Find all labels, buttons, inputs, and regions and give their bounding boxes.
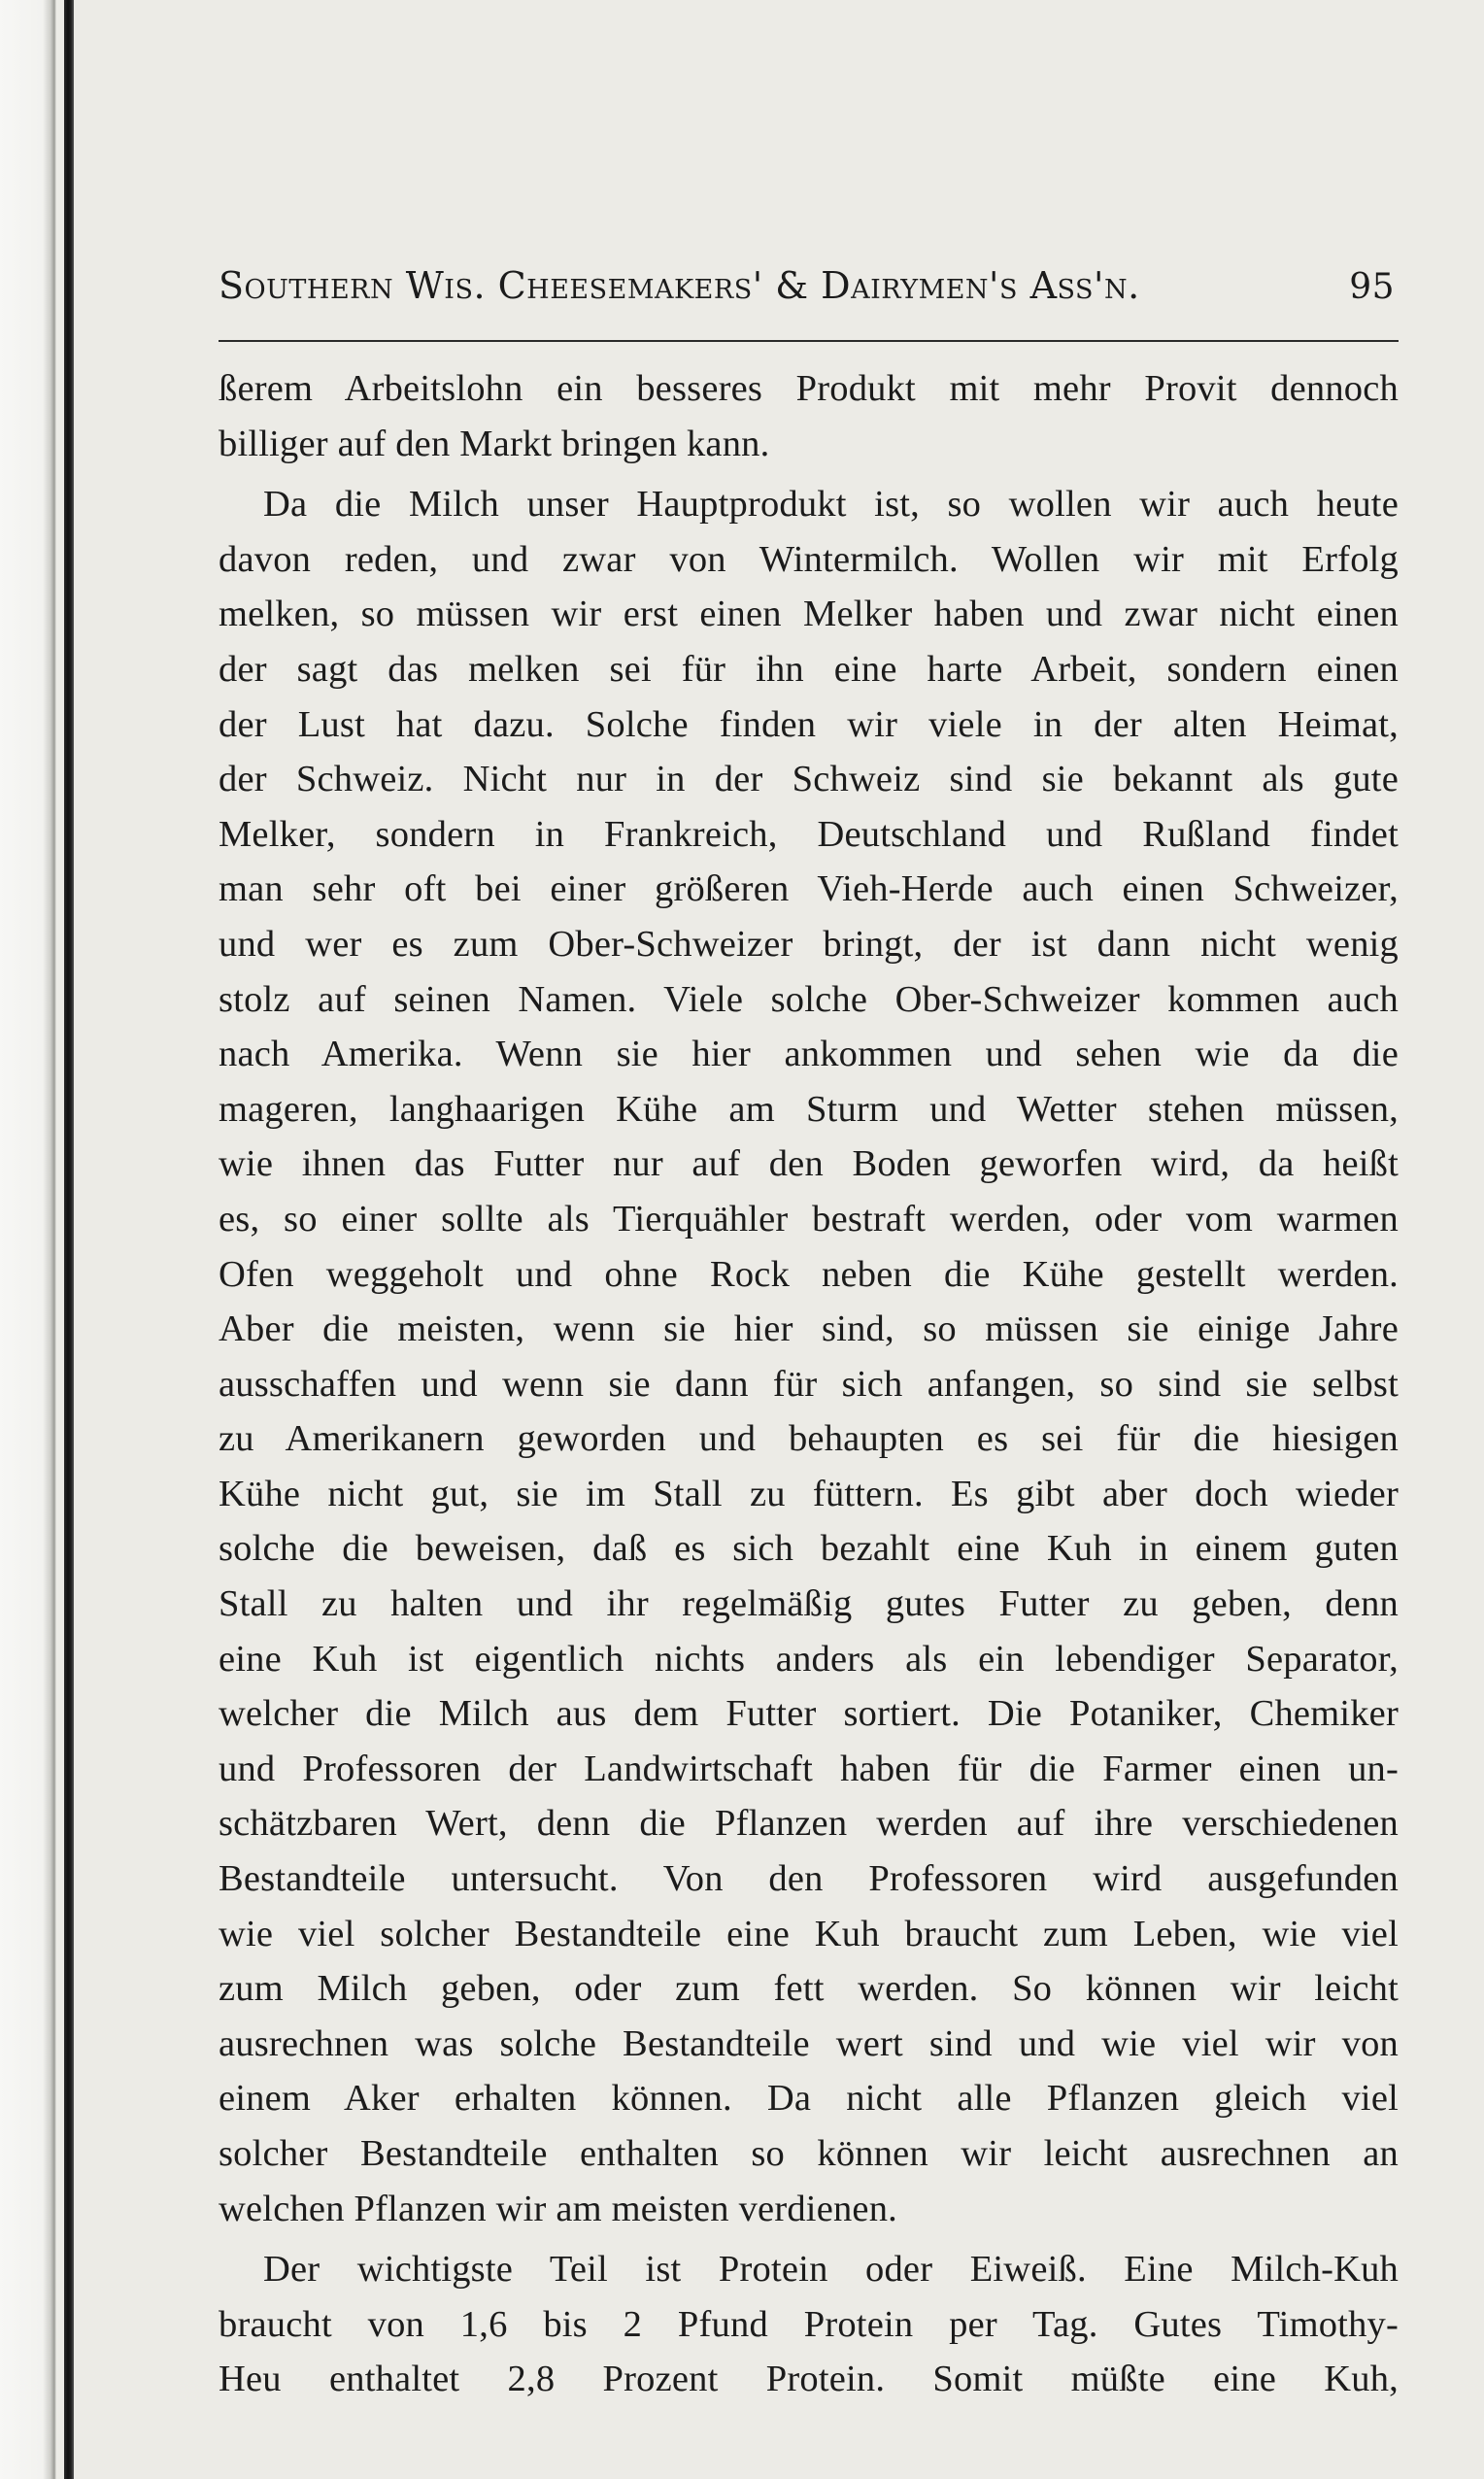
body-text [219,361,1399,2407]
text-line: welchen Pflanzen wir am meisten verdienen. [219,2188,897,2229]
text-line: einem Aker erhalten können. Da nicht alle Pflanzen gleich viel [219,2078,1399,2120]
book-page [219,264,1399,2407]
text-line: und wer es zum Ober-Schweizer bringt, der ist dann nicht wenig [219,923,1399,965]
gutter-shadow-line [64,0,74,2479]
text-line: davon reden, und zwar von Wintermilch. Wollen wir mit Erfolg [219,538,1399,580]
text-line: solche die beweisen, daß es sich bezahlt eine Kuh in einem guten [219,1528,1399,1570]
text-line: Aber die meisten, wenn sie hier sind, so müssen sie einige Jahre [219,1308,1399,1350]
text-line: billiger auf den Markt bringen kann. [219,423,770,464]
text-line: Melker, sondern in Frankreich, Deutschland und Rußland findet [219,813,1399,855]
text-line: Stall zu halten und ihr regelmäßig gutes Futter zu geben, denn [219,1583,1399,1625]
text-line: es, so einer sollte als Tierquähler bestraft werden, oder vom warmen [219,1198,1399,1240]
text-line: melken, so müssen wir erst einen Melker haben und zwar nicht einen [219,594,1399,635]
text-line: Bestandteile untersucht. Von den Professoren wird ausgefunden [219,1858,1399,1900]
text-line: man sehr oft bei einer größeren Vieh-Herde auch einen Schweizer, [219,868,1399,910]
text-line: wie viel solcher Bestandteile eine Kuh braucht zum Leben, wie viel [219,1913,1399,1954]
text-line: Heu enthaltet 2,8 Prozent Protein. Somit müßte eine Kuh, [219,2359,1399,2400]
text-line: und Professoren der Landwirtschaft haben für die Farmer einen un- [219,1748,1399,1789]
text-line: zu Amerikanern geworden und behaupten es sei für die hiesigen [219,1418,1399,1460]
text-line: der Lust hat dazu. Solche finden wir viele in der alten Heimat, [219,703,1399,745]
text-line: der Schweiz. Nicht nur in der Schweiz sind sie bekannt als gute [219,759,1399,800]
text-line: ausschaffen und wenn sie dann für sich anfangen, so sind sie selbst [219,1363,1399,1405]
running-title: Southern Wis. Cheesemakers' & Dairymen's Ass'n. [219,264,1140,307]
text-line: schätzbaren Wert, denn die Pflanzen werden auf ihre verschiedenen [219,1803,1399,1845]
text-line: eine Kuh ist eigentlich nichts anders als ein lebendiger Separator, [219,1638,1399,1680]
text-line: Kühe nicht gut, sie im Stall zu füttern. Es gibt aber doch wieder [219,1473,1399,1514]
paragraph-1 [219,361,1399,471]
text-line: ßerem Arbeitslohn ein besseres Produkt mit mehr Provit dennoch [219,368,1399,409]
text-line: nach Amerika. Wenn sie hier ankommen und sehen wie da die [219,1034,1399,1075]
running-header [219,264,1399,319]
text-line: ausrechnen was solche Bestandteile wert sind und wie viel wir von [219,2022,1399,2064]
text-line: braucht von 1,6 bis 2 Pfund Protein per Tag. Gutes Timothy- [219,2303,1399,2345]
text-line: Ofen weggeholt und ohne Rock neben die Kühe gestellt werden. [219,1253,1399,1295]
text-line: zum Milch geben, oder zum fett werden. So können wir leicht [219,1968,1399,2010]
text-line: solcher Bestandteile enthalten so können wir leicht ausrechnen an [219,2133,1399,2174]
text-line: stolz auf seinen Namen. Viele solche Ober-Schweizer kommen auch [219,978,1399,1020]
paragraph-3 [219,2242,1399,2407]
header-rule [219,340,1399,342]
page-number: 95 [1349,267,1395,307]
text-line: Da die Milch unser Hauptprodukt ist, so wollen wir auch heute [263,484,1399,526]
text-line: wie ihnen das Futter nur auf den Boden geworfen wird, da heißt [219,1143,1399,1185]
paragraph-2 [219,477,1399,2236]
text-line: mageren, langhaarigen Kühe am Sturm und Wetter stehen müssen, [219,1088,1399,1130]
text-line: Der wichtigste Teil ist Protein oder Eiweiß. Eine Milch-Kuh [263,2249,1399,2291]
text-line: der sagt das melken sei für ihn eine harte Arbeit, sondern einen [219,648,1399,690]
text-line: welcher die Milch aus dem Futter sortiert. Die Potaniker, Chemiker [219,1693,1399,1735]
page-binding-edge [0,0,56,2479]
